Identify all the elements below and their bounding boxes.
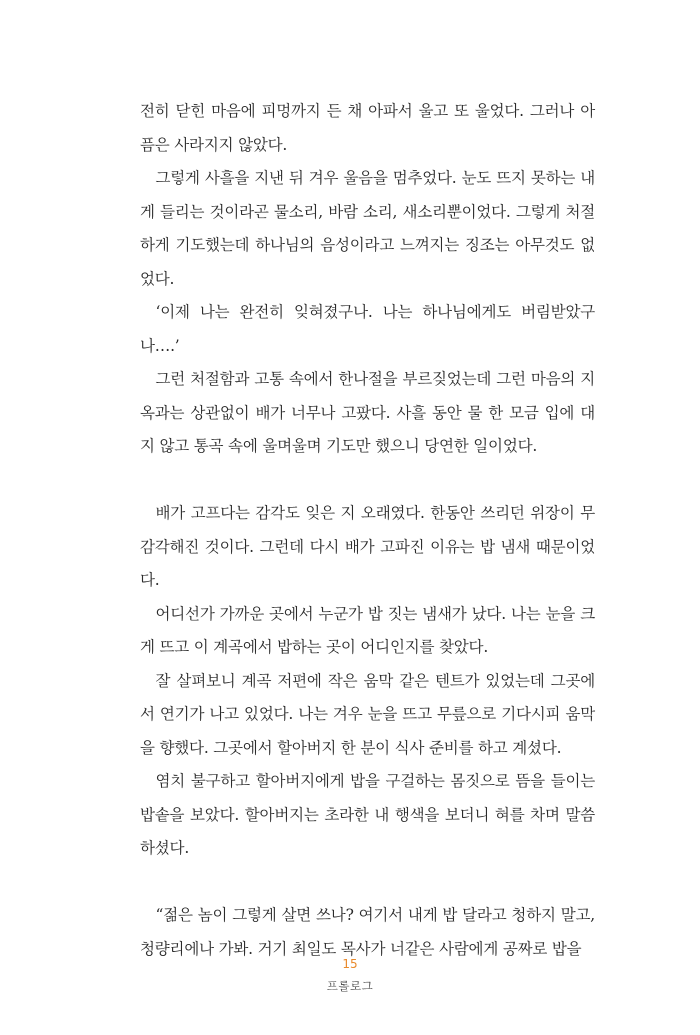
running-footer-chapter: 프롤로그: [326, 979, 374, 993]
paragraph-6: 어디선가 가까운 곳에서 누군가 밥 짓는 냄새가 났다. 나는 눈을 크게 뜨고 이 계곡에서 밥하는 곳이 어디인지를 찾았다.: [140, 604, 595, 656]
paragraph-3: ‘이제 나는 완전히 잊혀졌구나. 나는 하나님에게도 버림받았구나….’: [140, 303, 595, 355]
page-number: 15: [342, 957, 358, 971]
paragraph-2: 그렇게 사흘을 지낸 뒤 겨우 울음을 멈추었다. 눈도 뜨지 못하는 내게 들리는 것이라곤 물소리, 바람 소리, 새소리뿐이었다. 그렇게 처절하게 기도했는데 하나님의 음성이라고 느껴지는 징조는 아무것도 없었다.: [140, 169, 595, 288]
body-text: [140, 95, 595, 966]
paragraph-5: 배가 고프다는 감각도 잊은 지 오래였다. 한동안 쓰리던 위장이 무감각해진 것이다. 그런데 다시 배가 고파진 이유는 밥 냄새 때문이었다.: [140, 504, 595, 589]
paragraph-8: 염치 불구하고 할아버지에게 밥을 구걸하는 몸짓으로 뜸을 들이는 밥솥을 보았다. 할아버지는 초라한 내 행색을 보더니 혀를 차며 말씀하셨다.: [140, 772, 595, 857]
paragraph-4: 그런 처절함과 고통 속에서 한나절을 부르짖었는데 그런 마음의 지옥과는 상관없이 배가 너무나 고팠다. 사흘 동안 물 한 모금 입에 대지 않고 통곡 속에 울며울며 기도만 했으니 당연한 일이었다.: [140, 370, 595, 455]
paragraph-7: 잘 살펴보니 계곡 저편에 작은 움막 같은 텐트가 있었는데 그곳에서 연기가 나고 있었다. 나는 겨우 눈을 뜨고 무릎으로 기다시피 움막을 향했다. 그곳에서 할아버지 한 분이 식사 준비를 하고 계셨다.: [140, 671, 595, 757]
paragraph-9: “젊은 놈이 그렇게 살면 쓰나? 여기서 내게 밥 달라고 청하지 말고, 청량리에나 가봐. 거기 최일도 목사가 너같은 사람에게 공짜로 밥을: [140, 906, 595, 958]
paragraph-1: 전히 닫힌 마음에 피멍까지 든 채 아파서 울고 또 울었다. 그러나 아픔은 사라지지 않았다.: [140, 102, 595, 154]
